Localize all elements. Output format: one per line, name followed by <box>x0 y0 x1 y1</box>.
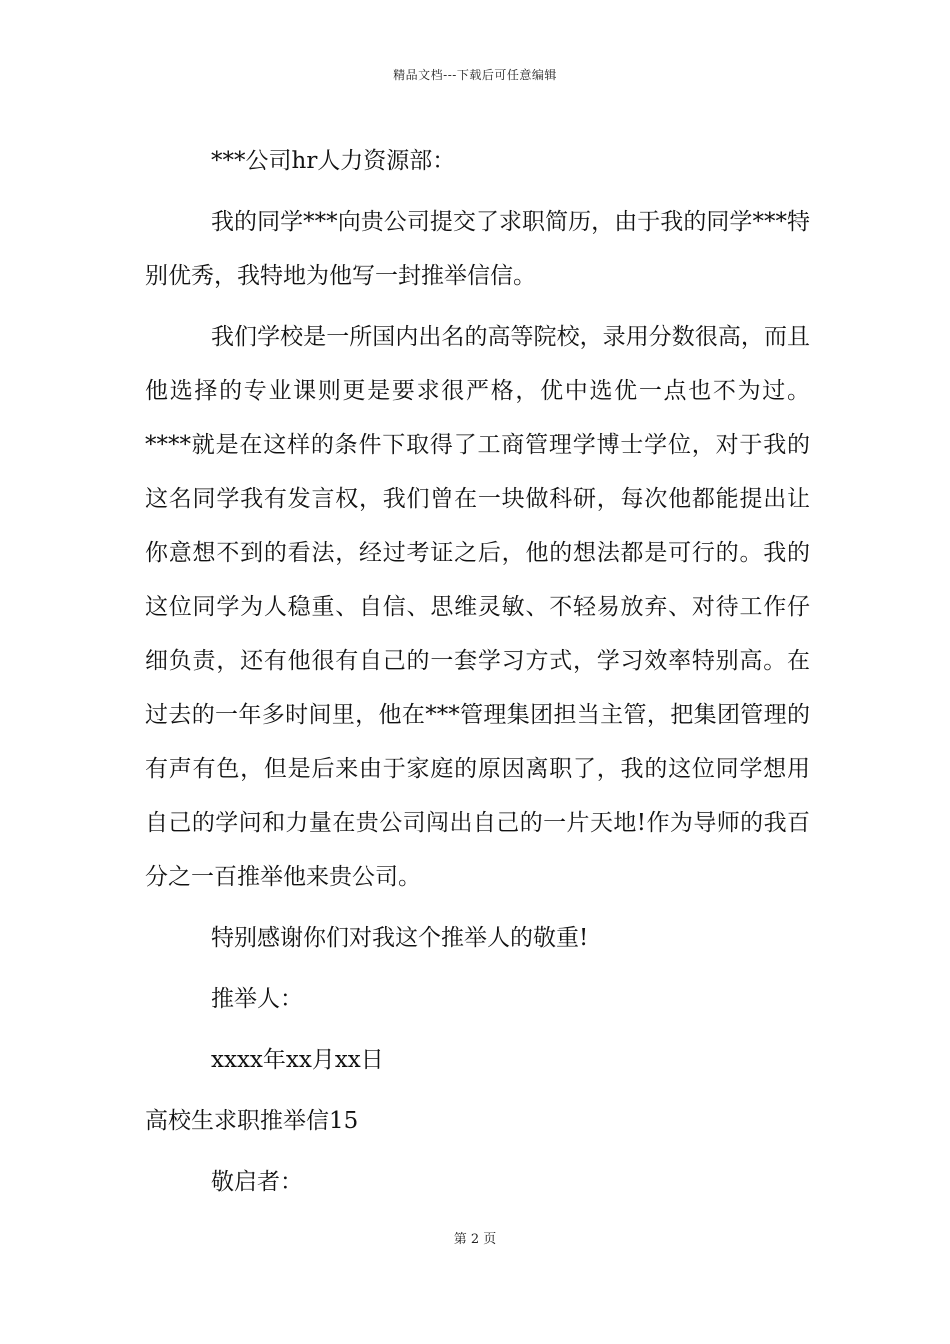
document-body <box>145 134 810 1216</box>
page-header: 精品文档---下载后可任意编辑 <box>393 68 557 82</box>
letter-salutation: ***公司hr人力资源部： <box>211 148 456 174</box>
letter-paragraph-2: 我们学校是一所国内出名的高等院校，录用分数很高，而且他选择的专业课则更是要求很严格，优中选优一点也不为过。****就是在这样的条件下取得了工商管理学博士学位，对于我的这名同学我有发言权，我们曾在一块做科研，每次他都能提出让你意想不到的看法，经过考证之后，他的想法都是可行的。我的这位同学为人稳重、自信、思维灵敏、不轻易放弃、对待工作仔细负责，还有他很有自己的一套学习方式，学习效率特别高。在过去的一年多时间里，他在***管理集团担当主管，把集团管理的有声有色，但是后来由于家庭的原因离职了，我的这位同学想用自己的学问和力量在贵公司闯出自己的一片天地!作为导师的我百分之一百推举他来贵公司。 <box>145 324 810 890</box>
section-salutation: 敬启者： <box>211 1169 303 1195</box>
letter-paragraph-1: 我的同学***向贵公司提交了求职简历，由于我的同学***特别优秀，我特地为他写一封推举信信。 <box>145 209 810 289</box>
page-number: 第 2 页 <box>453 1232 497 1247</box>
section-title: 高校生求职推举信15 <box>145 1108 359 1134</box>
letter-date: xxxx年xx月xx日 <box>211 1047 384 1073</box>
signature-label: 推举人： <box>211 986 303 1012</box>
letter-paragraph-3: 特别感谢你们对我这个推举人的敬重! <box>211 925 589 951</box>
